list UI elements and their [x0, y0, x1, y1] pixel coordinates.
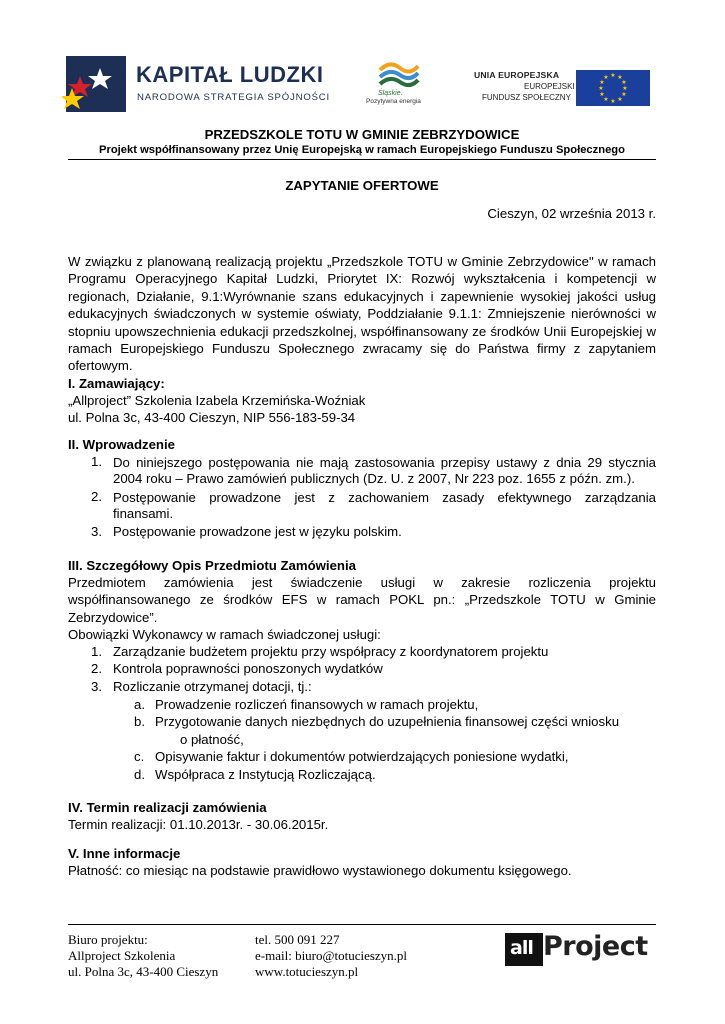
list-item-number: 3. — [91, 679, 102, 694]
sublist-item: Współpraca z Instytucją Rozliczającą. — [155, 767, 376, 782]
slaskie-name: Śląskie. — [378, 90, 403, 97]
section-3-heading: III. Szczegółowy Opis Przedmiotu Zamówienia — [68, 558, 356, 573]
list-item-cont: finansami. — [113, 506, 174, 521]
kapital-ludzki-subtitle: NARODOWA STRATEGIA SPÓJNOŚCI — [137, 92, 330, 103]
slaskie-logo — [376, 60, 420, 90]
footer-phone: tel. 500 091 227 — [255, 932, 340, 947]
cofinance-heading: Projekt współfinansowany przez Unię Europejską w ramach Europejskiego Funduszu Społecznego — [99, 144, 625, 156]
list-item: Postępowanie prowadzone jest z zachowaniem zasady efektywnego zarządzania — [113, 490, 656, 505]
sublist-item-letter: c. — [134, 749, 145, 764]
svg-text:★: ★ — [603, 74, 609, 81]
footer-company: Allproject Szkolenia — [68, 948, 176, 963]
allproject-logo — [505, 930, 653, 966]
section-3-paragraph: Przedmiotem zamówienia jest świadczenie usługi w zakresie rozliczenia projektu współfinansowanego ze środków EFS w ramach POKL pn.: „Przedszkole TOTU w Gminie Zebrzydowice”. — [68, 575, 656, 625]
svg-text:★: ★ — [598, 85, 604, 92]
allproject-logo-box — [505, 933, 543, 966]
list-item-number: 2. — [91, 489, 102, 504]
svg-text:★: ★ — [603, 96, 609, 103]
allproject-logo-project: Project — [543, 931, 648, 962]
duties-intro: Obowiązki Wykonawcy w ramach świadczonej usługi: — [68, 627, 381, 642]
intro-paragraph: W związku z planowaną realizacją projektu „Przedszkole TOTU w Gminie Zebrzydowice" w ramach Programu Operacyjnego Kapitał Ludzki, Priorytet IX: Rozwój wykształcenia i kompetencji w regionach, Działanie, 9.1:Wyrównanie szans edukacyjnych i zapewnienie wysokiej jakości usług edukacyjnych świadczonych w systemie oświaty, Poddziałanie 9.1.1: Zmniejszenie nierówności w stopniu upowszechnienia edukacji przedszkolnej, współfinansowany ze środków Unii Europejskiej w ramach Europejskiego Funduszu Społecznego zwracamy się do Państwa firmy z zapytaniem ofertowym. — [68, 254, 656, 374]
eu-flag-icon — [576, 70, 650, 106]
section-2-heading: II. Wprowadzenie — [68, 437, 175, 452]
section-1-heading: I. Zamawiający: — [68, 376, 165, 391]
svg-text:★: ★ — [599, 79, 605, 86]
list-item-number: 2. — [91, 661, 102, 676]
list-item: Do niniejszego postępowania nie mają zastosowania przepisy ustawy z dnia 29 stycznia — [113, 455, 656, 470]
svg-text:★: ★ — [610, 98, 616, 105]
document-title: ZAPYTANIE OFERTOWE — [285, 178, 439, 193]
list-item: Postępowanie prowadzone jest w języku polskim. — [113, 524, 402, 539]
realization-term: Termin realizacji: 01.10.2013r. - 30.06.2015r. — [68, 817, 329, 832]
orderer-address: ul. Polna 3c, 43-400 Cieszyn, NIP 556-183-59-34 — [68, 410, 356, 425]
section-4-heading: IV. Termin realizacji zamówienia — [68, 800, 267, 815]
sublist-item-letter: d. — [134, 767, 145, 782]
orderer-name: „Allproject” Szkolenia Izabela Krzemińska-Woźniak — [68, 393, 366, 408]
payment-info: Płatność: co miesiąc na podstawie prawidłowo wystawionego dokumentu księgowego. — [68, 863, 572, 878]
footer-address: ul. Polna 3c, 43-400 Cieszyn — [68, 964, 219, 979]
eu-flag — [576, 70, 650, 106]
organization-heading: PRZEDSZKOLE TOTU W GMINIE ZEBRZYDOWICE — [204, 127, 520, 142]
sublist-item: Przygotowanie danych niezbędnych do uzupełnienia finansowej części wniosku — [155, 714, 620, 729]
kapital-ludzki-emblem-icon — [62, 54, 132, 116]
svg-text:★: ★ — [622, 85, 628, 92]
list-item-number: 1. — [91, 644, 102, 659]
sublist-item: Prowadzenie rozliczeń finansowych w ramach projektu, — [155, 697, 479, 712]
sublist-item-cont: o płatność, — [180, 732, 244, 747]
kapital-ludzki-logo — [62, 54, 132, 116]
svg-text:★: ★ — [621, 79, 627, 86]
kapital-ludzki-title: KAPITAŁ LUDZKI — [136, 62, 324, 87]
sublist-item: Opisywanie faktur i dokumentów potwierdzających poniesione wydatki, — [155, 749, 569, 764]
list-item: Kontrola poprawności ponoszonych wydatków — [113, 661, 383, 676]
slaskie-tagline: Pozytywna energia — [366, 98, 421, 105]
header-divider — [68, 159, 656, 160]
footer-email[interactable]: e-mail: biuro@totucieszyn.pl — [255, 948, 408, 963]
svg-text:★: ★ — [599, 91, 605, 98]
svg-text:★: ★ — [621, 91, 627, 98]
list-item: Rozliczanie otrzymanej dotacji, tj.: — [113, 679, 312, 694]
list-item-number: 3. — [91, 524, 102, 539]
footer-divider — [68, 924, 656, 925]
svg-text:★: ★ — [617, 74, 623, 81]
footer-office-label: Biuro projektu: — [68, 932, 148, 947]
svg-text:★: ★ — [617, 96, 623, 103]
list-item-number: 1. — [91, 454, 102, 469]
sublist-item-letter: b. — [134, 714, 145, 729]
list-item: Zarządzanie budżetem projektu przy współpracy z koordynatorem projektu — [113, 644, 549, 659]
document-date: Cieszyn, 02 września 2013 r. — [487, 206, 656, 221]
eu-line-2: EUROPEJSKI — [524, 82, 575, 91]
slaskie-wave-icon — [376, 60, 420, 90]
svg-text:★: ★ — [610, 72, 616, 79]
section-5-heading: V. Inne informacje — [68, 846, 181, 861]
eu-line-1: UNIA EUROPEJSKA — [474, 70, 560, 80]
allproject-logo-all: all — [510, 937, 533, 959]
list-item-cont: 2004 roku – Prawo zamówień publicznych (Dz. U. z 2007, Nr 223 poz. 1655 z późn. zm.). — [113, 471, 635, 486]
eu-line-3: FUNDUSZ SPOŁECZNY — [482, 93, 571, 102]
footer-website[interactable]: www.totucieszyn.pl — [255, 964, 359, 979]
sublist-item-letter: a. — [134, 697, 145, 712]
